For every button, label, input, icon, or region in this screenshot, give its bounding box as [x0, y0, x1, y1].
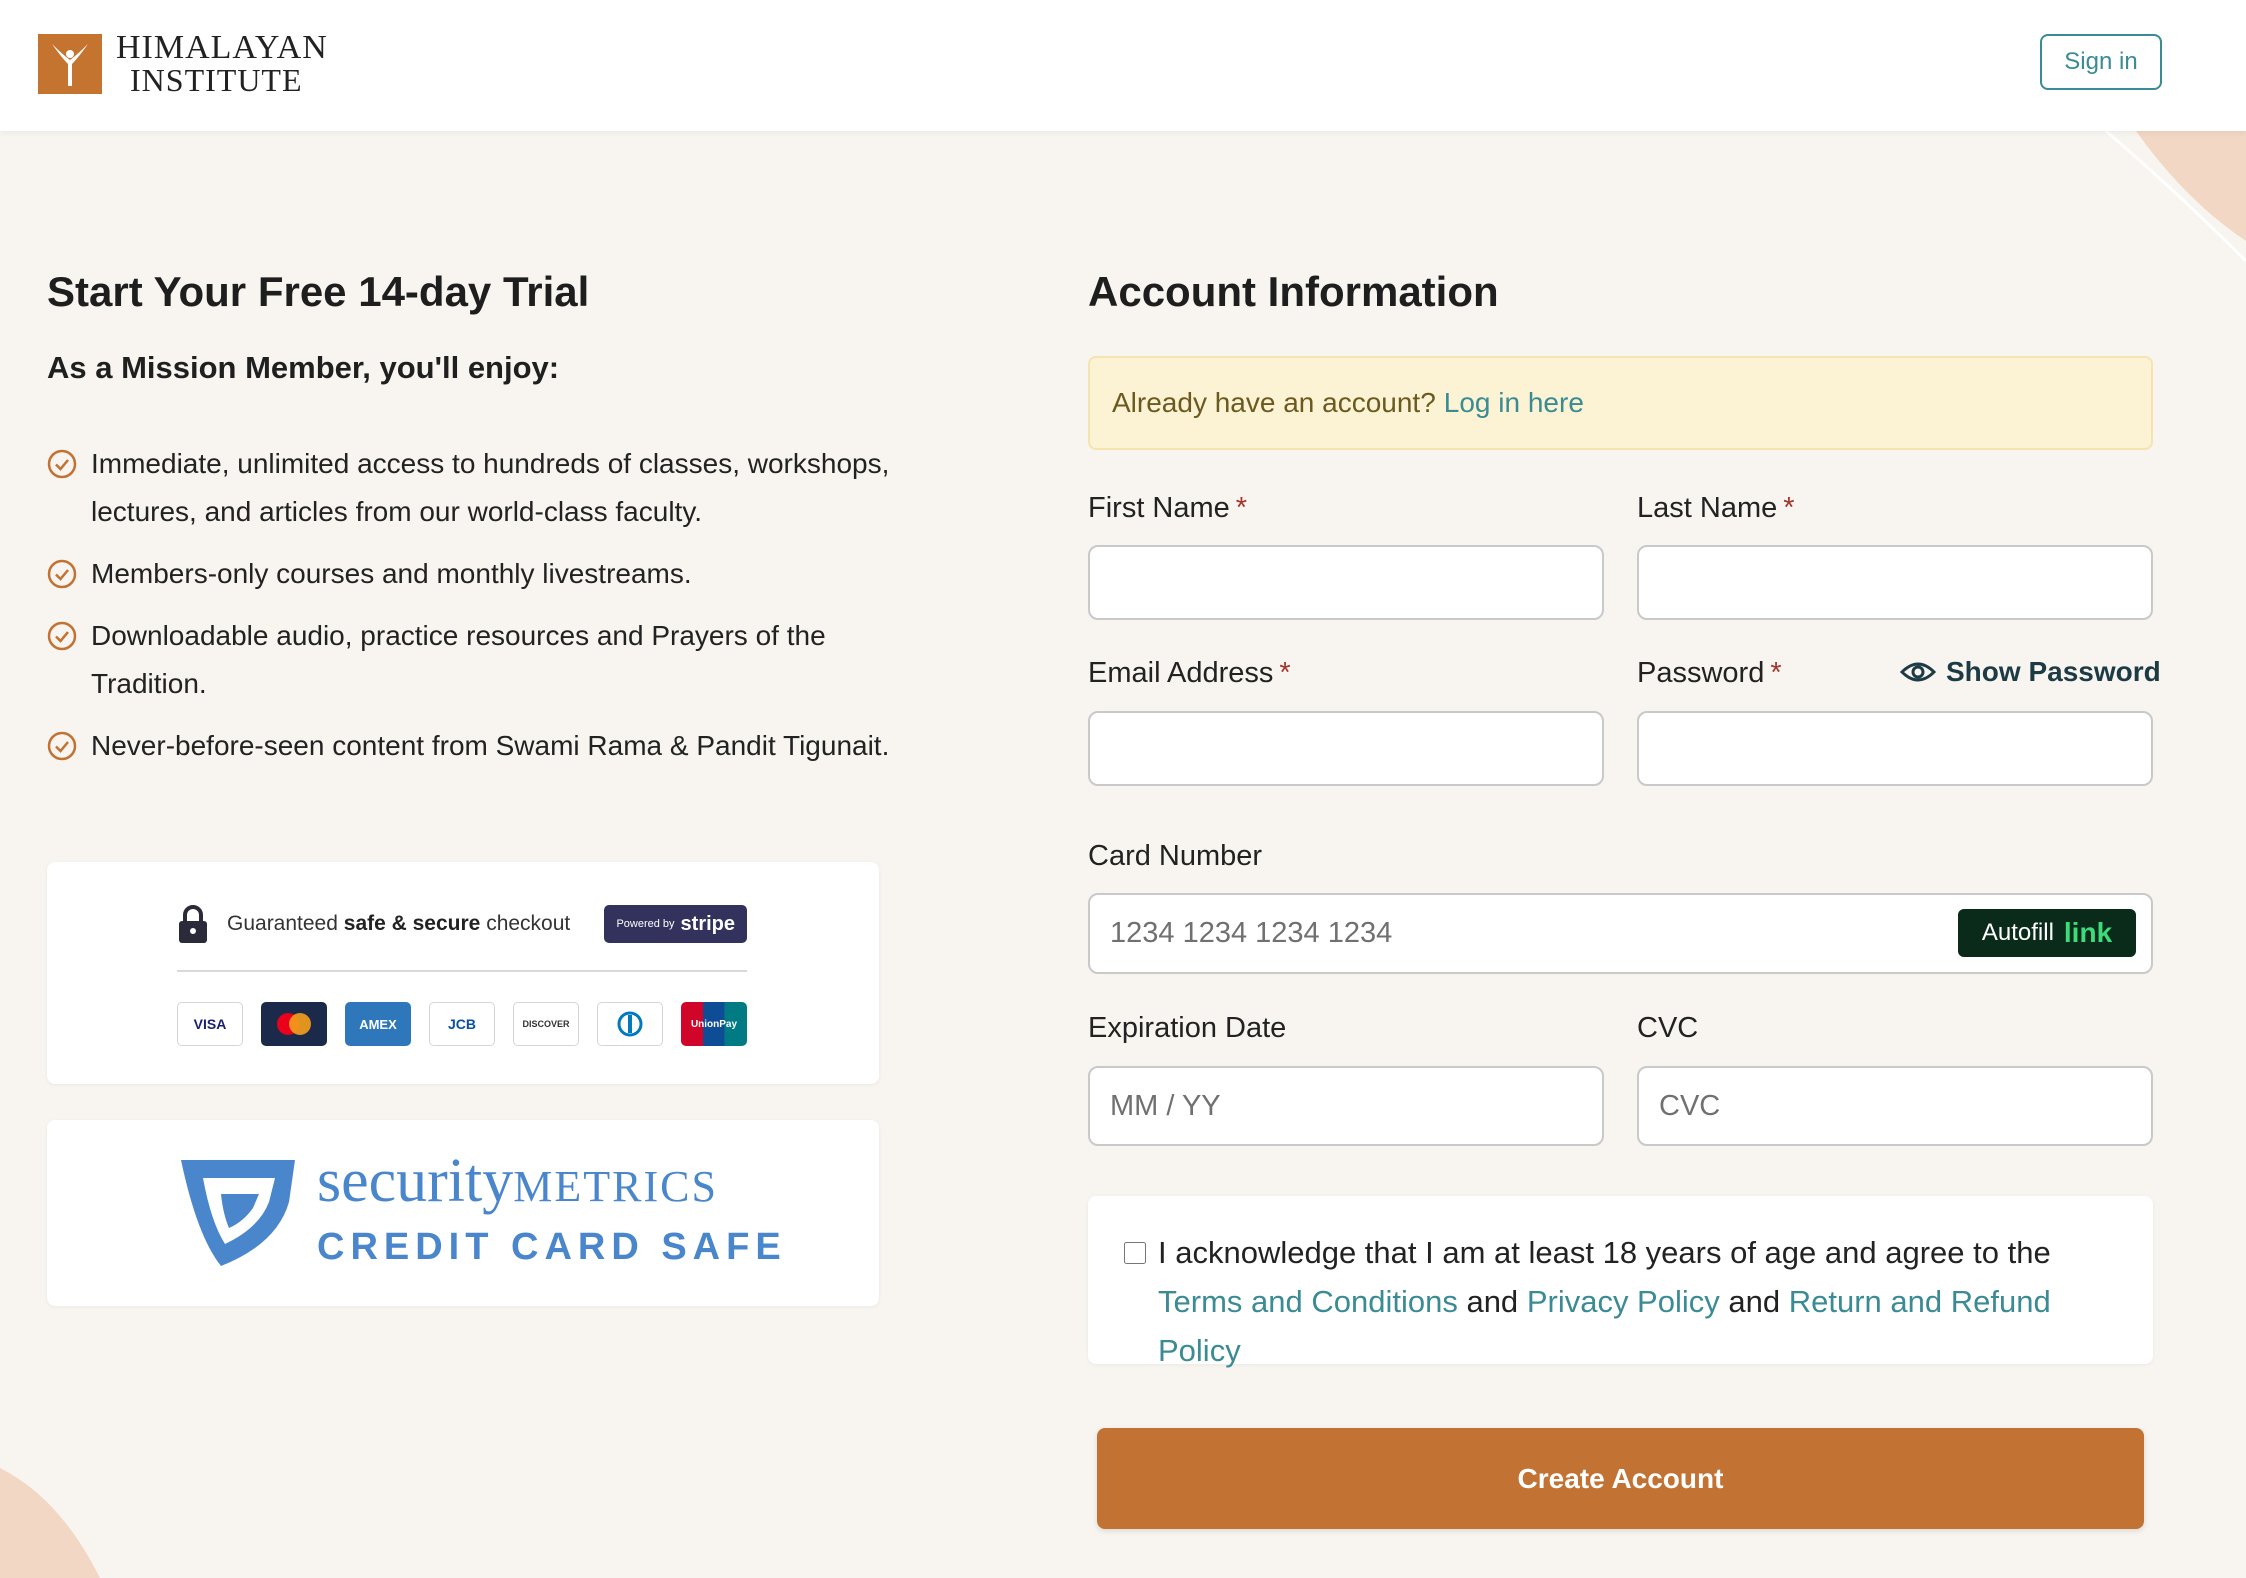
expiry-label: Expiration Date: [1088, 1012, 1287, 1044]
sign-in-button[interactable]: Sign in: [2040, 34, 2162, 90]
create-account-button[interactable]: Create Account: [1097, 1428, 2144, 1529]
list-item: [47, 440, 907, 536]
discover-icon: DISCOVER: [513, 1002, 579, 1046]
benefit-text: Never-before-seen content from Swami Rama & Pandit Tigunait.: [91, 730, 890, 761]
logo-line-2: INSTITUTE: [130, 62, 303, 98]
refund-policy-link[interactable]: Return and Refund Policy: [1158, 1284, 2051, 1368]
terms-text: I acknowledge that I am at least 18 years of age and agree to the Terms and Conditions and Privacy Policy and Return and Refund Policy: [1158, 1235, 2051, 1368]
check-circle-icon: [47, 731, 77, 761]
expiry-input[interactable]: [1088, 1066, 1604, 1146]
secure-checkout-panel: [47, 862, 879, 1084]
list-item: [47, 550, 907, 598]
site-header: [0, 0, 2246, 131]
payment-methods: [177, 1002, 747, 1046]
email-input[interactable]: [1088, 711, 1604, 786]
account-info-title: Account Information: [1088, 268, 1499, 315]
cvc-label: CVC: [1637, 1012, 1699, 1044]
first-name-label: First Name *: [1088, 492, 1248, 524]
credit-card-safe-tagline: CREDIT CARD SAFE: [317, 1226, 787, 1268]
benefit-text: Immediate, unlimited access to hundreds of classes, workshops, lectures, and articles from our world-class faculty.: [91, 448, 890, 527]
last-name-label: Last Name *: [1637, 492, 1795, 524]
benefit-text: Downloadable audio, practice resources and Prayers of the Tradition.: [91, 620, 826, 699]
security-metrics-shield-icon: [177, 1156, 299, 1268]
powered-by-stripe-badge: Powered by stripe: [604, 905, 747, 943]
amex-icon: AMEX: [345, 1002, 411, 1046]
cvc-input[interactable]: [1637, 1066, 2153, 1146]
visa-icon: VISA: [177, 1002, 243, 1046]
secure-checkout-text: Guaranteed safe & secure checkout: [227, 912, 571, 935]
first-name-input[interactable]: [1088, 545, 1604, 620]
lock-icon: [177, 904, 209, 944]
unionpay-icon: UnionPay: [681, 1002, 747, 1046]
password-input[interactable]: [1637, 711, 2153, 786]
benefits-list: [47, 440, 907, 784]
last-name-input[interactable]: [1637, 545, 2153, 620]
card-number-label: Card Number: [1088, 840, 1263, 872]
divider: [177, 970, 747, 972]
existing-account-notice: [1088, 356, 2153, 450]
terms-and-conditions-link[interactable]: Terms and Conditions: [1158, 1284, 1458, 1319]
logo-mark-icon: [38, 34, 102, 94]
password-label: Password *: [1637, 657, 1782, 689]
email-label: Email Address *: [1088, 657, 1291, 689]
logo-line-1: HIMALAYAN: [116, 29, 328, 66]
notice-text: Already have an account?: [1112, 387, 1436, 418]
check-circle-icon: [47, 621, 77, 651]
decorative-swoosh-top-right: [2046, 131, 2246, 271]
check-circle-icon: [47, 559, 77, 589]
list-item: [47, 612, 907, 708]
decorative-swoosh-bottom-left: [0, 1458, 110, 1578]
himalayan-institute-logo[interactable]: [38, 29, 328, 98]
trial-title: Start Your Free 14-day Trial: [47, 268, 590, 315]
mastercard-icon: [261, 1002, 327, 1046]
show-password-toggle[interactable]: Show Password: [1900, 656, 2161, 688]
diners-club-icon: [597, 1002, 663, 1046]
age-terms-checkbox[interactable]: [1124, 1242, 1146, 1264]
jcb-icon: JCB: [429, 1002, 495, 1046]
check-circle-icon: [47, 449, 77, 479]
autofill-link-button[interactable]: Autofill link: [1958, 909, 2136, 957]
list-item: [47, 722, 907, 770]
terms-agreement-panel: [1088, 1196, 2153, 1368]
eye-icon: [1900, 659, 1936, 685]
privacy-policy-link[interactable]: Privacy Policy: [1526, 1284, 1720, 1319]
member-benefits-subtitle: As a Mission Member, you'll enjoy:: [47, 350, 560, 385]
security-metrics-panel: [47, 1120, 879, 1306]
benefit-text: Members-only courses and monthly livestreams.: [91, 558, 692, 589]
security-metrics-brand: securityMETRICS: [317, 1147, 718, 1215]
login-link[interactable]: Log in here: [1443, 387, 1584, 418]
